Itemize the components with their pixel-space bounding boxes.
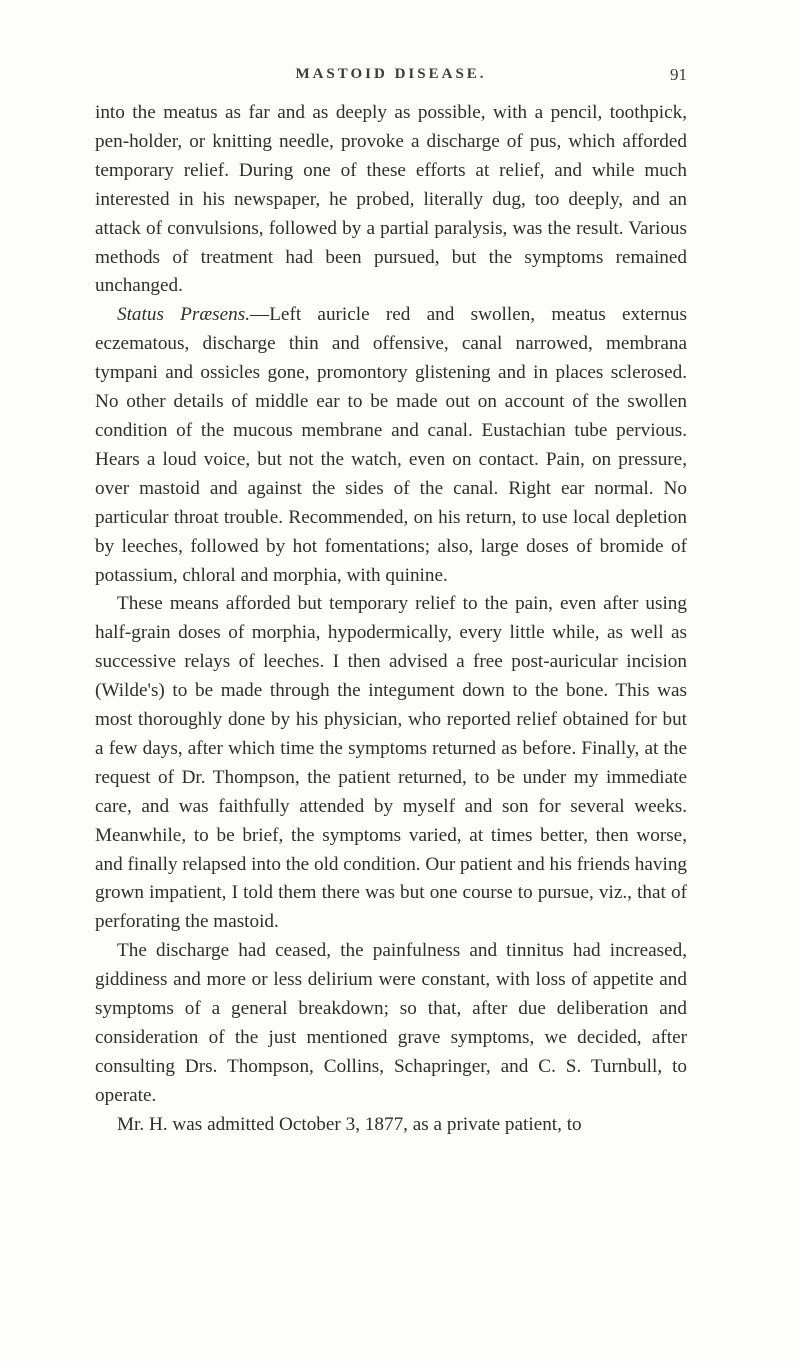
paragraph-treatment (95, 590, 687, 937)
page-number: 91 (670, 65, 687, 84)
paragraph-admission (95, 1111, 687, 1140)
paragraph-status-praesens (95, 301, 687, 590)
paragraph-text: into the meatus as far and as deeply as possible, with a pencil, toothpick, pen-holder, or knitting needle, provoke a discharge of pus, which afforded temporary relief. During one of these efforts at relief, and while much interested in his newspaper, he probed, literally dug, too deeply, and an attack of convulsions, followed by a partial paralysis, was the result. Various methods of treatment had been pursued, but the symptoms remained unchanged. (95, 102, 687, 297)
paragraph-continuation (95, 99, 687, 301)
paragraph-text: The discharge had ceased, the painfulness and tinnitus had increased, giddiness and more or less delirium were constant, with loss of appetite and symptoms of a general breakdown; so that, after due deliberation and consideration of the just mentioned grave symptoms, we decided, after consulting Drs. Thompson, Collins, Schapringer, and C. S. Turnbull, to operate. (95, 940, 687, 1106)
status-praesens-label: Status Præsens. (117, 304, 251, 326)
paragraph-text: Mr. H. was admitted October 3, 1877, as a private patient, to (117, 1113, 582, 1135)
paragraph-decision (95, 937, 687, 1110)
running-title: MASTOID DISEASE. (295, 66, 487, 82)
body-text (95, 99, 687, 1140)
paragraph-text: These means afforded but temporary relief to the pain, even after using half-grain doses of morphia, hypodermically, every little while, as well as successive relays of leeches. I then advised a free post-auricular incision (Wilde's) to be made through the integument down to the bone. This was most thoroughly done by his physician, who reported relief obtained for but a few days, after which time the symptoms returned as before. Finally, at the request of Dr. Thompson, the patient returned, to be under my immediate care, and was faithfully attended by myself and son for several weeks. Meanwhile, to be brief, the symptoms varied, at times better, then worse, and finally relapsed into the old condition. Our patient and his friends having grown impatient, I told them there was but one course to pursue, viz., that of perforating the mastoid. (95, 593, 688, 933)
running-head (95, 66, 687, 90)
paragraph-text: —Left auricle red and swollen, meatus externus eczematous, discharge thin and offensive, canal narrowed, membrana tympani and ossicles gone, promontory glistening and in places sclerosed. No other details of middle ear to be made out on account of the swollen condition of the mucous membrane and canal. Eustachian tube pervious. Hears a loud voice, but not the watch, even on contact. Pain, on pressure, over mastoid and against the sides of the canal. Right ear normal. No particular throat trouble. Recommended, on his return, to use local depletion by leeches, followed by hot fomentations; also, large doses of bromide of potassium, chloral and morphia, with quinine. (95, 304, 687, 586)
